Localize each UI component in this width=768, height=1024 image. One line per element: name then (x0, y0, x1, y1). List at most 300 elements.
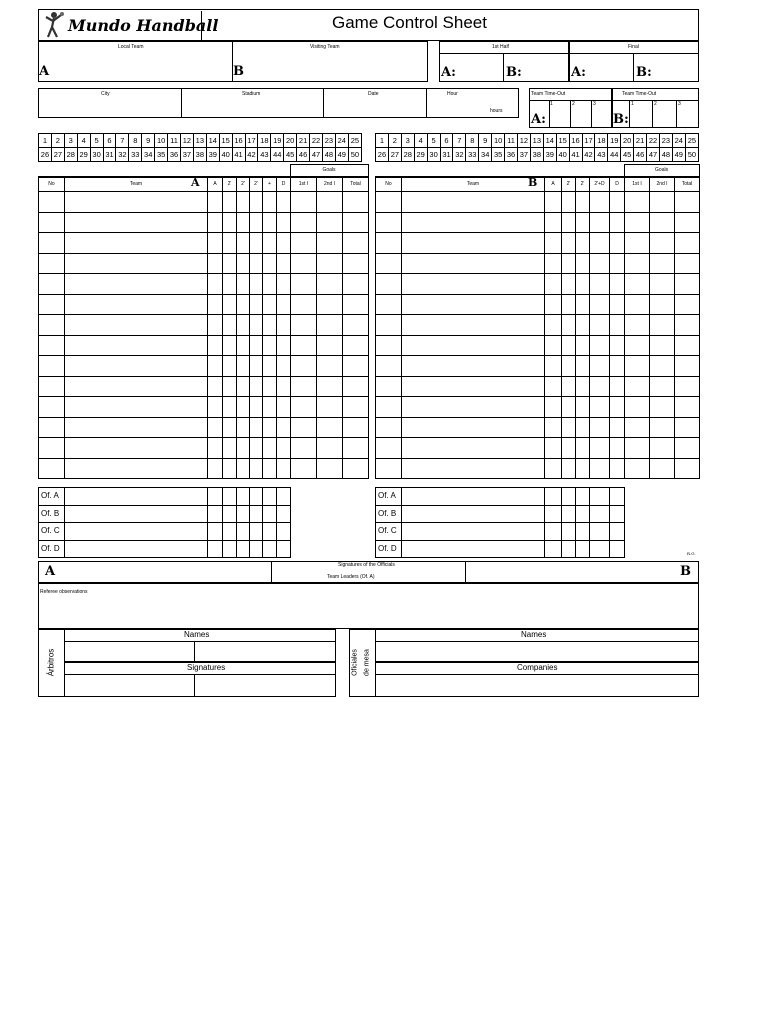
player-cell[interactable] (402, 294, 545, 315)
player-cell[interactable] (625, 233, 650, 254)
signature-field-a[interactable] (62, 563, 269, 581)
goal-counter-cell[interactable]: 31 (440, 148, 453, 162)
player-cell[interactable] (562, 294, 576, 315)
player-cell[interactable] (223, 458, 237, 479)
player-cell[interactable] (277, 356, 291, 377)
official-cell[interactable] (250, 523, 263, 541)
player-cell[interactable] (263, 294, 277, 315)
official-cell[interactable] (402, 505, 545, 523)
player-cell[interactable] (263, 212, 277, 233)
goal-counter-cell[interactable]: 40 (219, 148, 232, 162)
referee-name-1[interactable] (66, 643, 192, 660)
player-cell[interactable] (625, 315, 650, 336)
goal-counter-cell[interactable]: 43 (258, 148, 271, 162)
official-cell[interactable] (590, 488, 610, 506)
goal-counter-cell[interactable]: 3 (401, 134, 414, 148)
player-cell[interactable] (545, 294, 562, 315)
player-cell[interactable] (650, 417, 675, 438)
player-cell[interactable] (291, 315, 317, 336)
official-cell[interactable] (576, 523, 590, 541)
goal-counter-cell[interactable]: 2 (388, 134, 401, 148)
player-cell[interactable] (317, 274, 343, 295)
player-cell[interactable] (223, 376, 237, 397)
final-score-b[interactable]: B: (636, 65, 652, 80)
table-official-company[interactable] (377, 676, 697, 695)
goal-counter-cell[interactable]: 20 (284, 134, 297, 148)
player-cell[interactable] (263, 397, 277, 418)
player-cell[interactable] (343, 294, 369, 315)
player-cell[interactable] (576, 274, 590, 295)
goal-counter-cell[interactable]: 46 (634, 148, 647, 162)
player-cell[interactable] (402, 192, 545, 213)
player-cell[interactable] (376, 192, 402, 213)
official-cell[interactable] (562, 540, 576, 558)
player-cell[interactable] (562, 356, 576, 377)
goal-counter-cell[interactable]: 35 (492, 148, 505, 162)
player-cell[interactable] (625, 274, 650, 295)
player-cell[interactable] (590, 376, 610, 397)
player-cell[interactable] (625, 294, 650, 315)
goal-counter-cell[interactable]: 13 (530, 134, 543, 148)
player-cell[interactable] (545, 335, 562, 356)
player-cell[interactable] (291, 335, 317, 356)
official-cell[interactable] (576, 540, 590, 558)
player-cell[interactable] (263, 438, 277, 459)
player-cell[interactable] (402, 315, 545, 336)
player-cell[interactable] (675, 192, 700, 213)
player-cell[interactable] (576, 356, 590, 377)
player-cell[interactable] (675, 397, 700, 418)
goal-counter-cell[interactable]: 9 (479, 134, 492, 148)
official-cell[interactable] (237, 540, 250, 558)
player-cell[interactable] (545, 274, 562, 295)
goal-counter-cell[interactable]: 17 (245, 134, 258, 148)
player-cell[interactable] (545, 397, 562, 418)
goal-counter-cell[interactable]: 38 (530, 148, 543, 162)
player-cell[interactable] (562, 397, 576, 418)
official-cell[interactable] (250, 540, 263, 558)
player-cell[interactable] (675, 274, 700, 295)
official-cell[interactable] (590, 523, 610, 541)
player-cell[interactable] (562, 274, 576, 295)
half-score-b[interactable]: B: (506, 65, 522, 80)
goal-counter-cell[interactable]: 4 (77, 134, 90, 148)
player-cell[interactable] (376, 417, 402, 438)
player-cell[interactable] (208, 458, 223, 479)
player-cell[interactable] (590, 356, 610, 377)
player-cell[interactable] (317, 233, 343, 254)
player-cell[interactable] (376, 294, 402, 315)
player-cell[interactable] (562, 253, 576, 274)
player-cell[interactable] (610, 335, 625, 356)
player-cell[interactable] (545, 212, 562, 233)
player-cell[interactable] (343, 397, 369, 418)
player-cell[interactable] (291, 438, 317, 459)
official-cell[interactable] (263, 488, 277, 506)
goal-counter-cell[interactable]: 7 (116, 134, 129, 148)
player-cell[interactable] (237, 397, 250, 418)
player-cell[interactable] (402, 233, 545, 254)
player-cell[interactable] (237, 376, 250, 397)
player-cell[interactable] (317, 458, 343, 479)
player-cell[interactable] (250, 438, 263, 459)
goal-counter-cell[interactable]: 44 (608, 148, 621, 162)
player-cell[interactable] (250, 192, 263, 213)
player-cell[interactable] (576, 315, 590, 336)
player-cell[interactable] (208, 212, 223, 233)
player-cell[interactable] (545, 192, 562, 213)
player-cell[interactable] (250, 376, 263, 397)
player-cell[interactable] (223, 397, 237, 418)
player-cell[interactable] (250, 294, 263, 315)
player-cell[interactable] (277, 438, 291, 459)
goal-counter-cell[interactable]: 11 (168, 134, 181, 148)
player-cell[interactable] (343, 376, 369, 397)
player-cell[interactable] (650, 397, 675, 418)
goal-counter-cell[interactable]: 8 (466, 134, 479, 148)
goal-counter-cell[interactable]: 5 (427, 134, 440, 148)
official-cell[interactable] (562, 523, 576, 541)
player-cell[interactable] (39, 212, 65, 233)
player-cell[interactable] (39, 192, 65, 213)
referee-signature-1[interactable] (66, 676, 192, 695)
player-cell[interactable] (208, 438, 223, 459)
official-cell[interactable] (223, 505, 237, 523)
official-cell[interactable] (263, 505, 277, 523)
player-cell[interactable] (402, 253, 545, 274)
player-cell[interactable] (317, 192, 343, 213)
goal-counter-cell[interactable]: 44 (271, 148, 284, 162)
player-cell[interactable] (263, 192, 277, 213)
goal-counter-cell[interactable]: 19 (608, 134, 621, 148)
player-cell[interactable] (65, 233, 208, 254)
goal-counter-cell[interactable]: 43 (595, 148, 608, 162)
player-cell[interactable] (610, 458, 625, 479)
official-cell[interactable] (402, 488, 545, 506)
player-cell[interactable] (625, 397, 650, 418)
player-cell[interactable] (277, 397, 291, 418)
player-cell[interactable] (39, 315, 65, 336)
player-cell[interactable] (263, 458, 277, 479)
official-cell[interactable] (223, 488, 237, 506)
official-cell[interactable] (223, 523, 237, 541)
player-cell[interactable] (576, 212, 590, 233)
player-cell[interactable] (317, 397, 343, 418)
local-team-field[interactable] (50, 52, 230, 80)
player-cell[interactable] (343, 417, 369, 438)
player-cell[interactable] (376, 458, 402, 479)
player-cell[interactable] (250, 274, 263, 295)
player-cell[interactable] (650, 315, 675, 336)
official-cell[interactable] (65, 523, 208, 541)
player-cell[interactable] (317, 417, 343, 438)
goal-counter-cell[interactable]: 28 (64, 148, 77, 162)
official-cell[interactable] (277, 540, 291, 558)
goal-counter-cell[interactable]: 24 (672, 134, 685, 148)
player-cell[interactable] (263, 253, 277, 274)
player-cell[interactable] (223, 315, 237, 336)
official-cell[interactable] (223, 540, 237, 558)
player-cell[interactable] (675, 212, 700, 233)
goal-counter-cell[interactable]: 23 (322, 134, 335, 148)
player-cell[interactable] (590, 458, 610, 479)
player-cell[interactable] (39, 438, 65, 459)
player-cell[interactable] (208, 233, 223, 254)
table-official-name[interactable] (377, 643, 697, 660)
player-cell[interactable] (376, 438, 402, 459)
stadium-field[interactable] (183, 98, 322, 116)
player-cell[interactable] (675, 458, 700, 479)
player-cell[interactable] (590, 438, 610, 459)
player-cell[interactable] (237, 192, 250, 213)
player-cell[interactable] (343, 315, 369, 336)
official-cell[interactable] (250, 488, 263, 506)
official-cell[interactable] (610, 505, 625, 523)
goal-counter-cell[interactable]: 17 (582, 134, 595, 148)
official-cell[interactable] (65, 505, 208, 523)
player-cell[interactable] (590, 233, 610, 254)
official-cell[interactable] (277, 523, 291, 541)
player-cell[interactable] (317, 315, 343, 336)
official-cell[interactable] (402, 540, 545, 558)
official-cell[interactable] (545, 523, 562, 541)
player-cell[interactable] (545, 356, 562, 377)
player-cell[interactable] (610, 274, 625, 295)
player-cell[interactable] (675, 417, 700, 438)
official-cell[interactable] (590, 540, 610, 558)
player-cell[interactable] (263, 417, 277, 438)
player-cell[interactable] (250, 397, 263, 418)
player-cell[interactable] (291, 274, 317, 295)
player-cell[interactable] (625, 335, 650, 356)
player-cell[interactable] (223, 253, 237, 274)
official-cell[interactable] (545, 540, 562, 558)
player-cell[interactable] (39, 274, 65, 295)
player-cell[interactable] (590, 192, 610, 213)
official-cell[interactable] (545, 505, 562, 523)
player-cell[interactable] (343, 212, 369, 233)
player-cell[interactable] (610, 438, 625, 459)
goal-counter-cell[interactable]: 22 (310, 134, 323, 148)
goal-counter-cell[interactable]: 42 (582, 148, 595, 162)
player-cell[interactable] (562, 192, 576, 213)
official-cell[interactable] (65, 540, 208, 558)
player-cell[interactable] (277, 376, 291, 397)
player-cell[interactable] (39, 233, 65, 254)
player-cell[interactable] (376, 397, 402, 418)
goal-counter-cell[interactable]: 49 (335, 148, 348, 162)
goal-counter-cell[interactable]: 41 (232, 148, 245, 162)
player-cell[interactable] (277, 274, 291, 295)
goal-counter-cell[interactable]: 1 (376, 134, 389, 148)
player-cell[interactable] (376, 356, 402, 377)
signature-field-b[interactable] (467, 563, 674, 581)
player-cell[interactable] (291, 253, 317, 274)
player-cell[interactable] (317, 335, 343, 356)
player-cell[interactable] (250, 315, 263, 336)
visiting-team-field[interactable] (246, 52, 426, 80)
goal-counter-cell[interactable]: 49 (672, 148, 685, 162)
player-cell[interactable] (376, 335, 402, 356)
player-cell[interactable] (65, 438, 208, 459)
official-cell[interactable] (610, 488, 625, 506)
goal-counter-cell[interactable]: 21 (297, 134, 310, 148)
goal-counter-cell[interactable]: 11 (505, 134, 518, 148)
player-cell[interactable] (237, 458, 250, 479)
player-cell[interactable] (650, 253, 675, 274)
player-cell[interactable] (610, 212, 625, 233)
player-cell[interactable] (402, 335, 545, 356)
final-score-a[interactable]: A: (571, 65, 586, 80)
player-cell[interactable] (65, 212, 208, 233)
player-cell[interactable] (263, 233, 277, 254)
goal-counter-cell[interactable]: 34 (142, 148, 155, 162)
player-cell[interactable] (208, 294, 223, 315)
player-cell[interactable] (610, 192, 625, 213)
official-cell[interactable] (237, 488, 250, 506)
goal-counter-cell[interactable]: 50 (685, 148, 698, 162)
player-cell[interactable] (562, 438, 576, 459)
player-cell[interactable] (343, 356, 369, 377)
goal-counter-cell[interactable]: 33 (466, 148, 479, 162)
player-cell[interactable] (576, 458, 590, 479)
official-cell[interactable] (208, 540, 223, 558)
goal-counter-cell[interactable]: 37 (180, 148, 193, 162)
player-cell[interactable] (65, 397, 208, 418)
player-cell[interactable] (562, 315, 576, 336)
goal-counter-cell[interactable]: 12 (517, 134, 530, 148)
goal-counter-cell[interactable]: 29 (414, 148, 427, 162)
player-cell[interactable] (610, 376, 625, 397)
player-cell[interactable] (625, 356, 650, 377)
player-cell[interactable] (39, 294, 65, 315)
player-cell[interactable] (625, 192, 650, 213)
player-cell[interactable] (250, 233, 263, 254)
player-cell[interactable] (590, 315, 610, 336)
player-cell[interactable] (650, 438, 675, 459)
player-cell[interactable] (223, 212, 237, 233)
goal-counter-cell[interactable]: 10 (492, 134, 505, 148)
city-field[interactable] (40, 98, 180, 116)
official-cell[interactable] (576, 505, 590, 523)
player-cell[interactable] (208, 315, 223, 336)
player-cell[interactable] (317, 356, 343, 377)
player-cell[interactable] (625, 253, 650, 274)
player-cell[interactable] (675, 294, 700, 315)
official-cell[interactable] (562, 488, 576, 506)
player-cell[interactable] (343, 438, 369, 459)
observations-box[interactable] (38, 583, 699, 629)
player-cell[interactable] (402, 274, 545, 295)
player-cell[interactable] (237, 438, 250, 459)
player-cell[interactable] (291, 212, 317, 233)
player-cell[interactable] (343, 192, 369, 213)
goal-counter-cell[interactable]: 19 (271, 134, 284, 148)
player-cell[interactable] (65, 356, 208, 377)
goal-counter-cell[interactable]: 26 (376, 148, 389, 162)
player-cell[interactable] (39, 397, 65, 418)
goal-counter-cell[interactable]: 48 (659, 148, 672, 162)
goal-counter-cell[interactable]: 32 (116, 148, 129, 162)
goal-counter-cell[interactable]: 8 (129, 134, 142, 148)
player-cell[interactable] (562, 212, 576, 233)
player-cell[interactable] (562, 335, 576, 356)
goal-counter-cell[interactable]: 41 (569, 148, 582, 162)
player-cell[interactable] (65, 294, 208, 315)
player-cell[interactable] (576, 192, 590, 213)
player-cell[interactable] (576, 376, 590, 397)
player-cell[interactable] (237, 356, 250, 377)
player-cell[interactable] (545, 376, 562, 397)
player-cell[interactable] (545, 253, 562, 274)
player-cell[interactable] (250, 212, 263, 233)
official-cell[interactable] (208, 488, 223, 506)
player-cell[interactable] (343, 233, 369, 254)
official-cell[interactable] (590, 505, 610, 523)
player-cell[interactable] (39, 253, 65, 274)
player-cell[interactable] (376, 376, 402, 397)
player-cell[interactable] (402, 438, 545, 459)
player-cell[interactable] (650, 458, 675, 479)
player-cell[interactable] (65, 315, 208, 336)
goal-counter-cell[interactable]: 28 (401, 148, 414, 162)
player-cell[interactable] (263, 315, 277, 336)
player-cell[interactable] (576, 253, 590, 274)
player-cell[interactable] (291, 397, 317, 418)
player-cell[interactable] (223, 356, 237, 377)
player-cell[interactable] (65, 274, 208, 295)
goal-counter-cell[interactable]: 9 (142, 134, 155, 148)
goal-counter-cell[interactable]: 45 (621, 148, 634, 162)
player-cell[interactable] (590, 335, 610, 356)
hour-field[interactable] (428, 98, 488, 116)
player-cell[interactable] (675, 233, 700, 254)
player-cell[interactable] (237, 212, 250, 233)
goal-counter-cell[interactable]: 22 (647, 134, 660, 148)
player-cell[interactable] (317, 253, 343, 274)
player-cell[interactable] (625, 417, 650, 438)
player-cell[interactable] (223, 417, 237, 438)
player-cell[interactable] (343, 274, 369, 295)
player-cell[interactable] (291, 294, 317, 315)
player-cell[interactable] (545, 438, 562, 459)
player-cell[interactable] (277, 212, 291, 233)
player-cell[interactable] (317, 376, 343, 397)
goal-counter-cell[interactable]: 37 (517, 148, 530, 162)
player-cell[interactable] (237, 294, 250, 315)
player-cell[interactable] (237, 335, 250, 356)
goal-counter-cell[interactable]: 31 (103, 148, 116, 162)
goal-counter-cell[interactable]: 33 (129, 148, 142, 162)
player-cell[interactable] (277, 253, 291, 274)
goal-counter-cell[interactable]: 32 (453, 148, 466, 162)
player-cell[interactable] (277, 417, 291, 438)
player-cell[interactable] (590, 212, 610, 233)
player-cell[interactable] (610, 294, 625, 315)
player-cell[interactable] (650, 294, 675, 315)
player-cell[interactable] (376, 315, 402, 336)
player-cell[interactable] (39, 417, 65, 438)
player-cell[interactable] (263, 356, 277, 377)
player-cell[interactable] (650, 356, 675, 377)
official-cell[interactable] (208, 523, 223, 541)
date-field[interactable] (325, 98, 425, 116)
player-cell[interactable] (208, 253, 223, 274)
player-cell[interactable] (675, 376, 700, 397)
goal-counter-cell[interactable]: 23 (659, 134, 672, 148)
player-cell[interactable] (291, 417, 317, 438)
player-cell[interactable] (590, 294, 610, 315)
